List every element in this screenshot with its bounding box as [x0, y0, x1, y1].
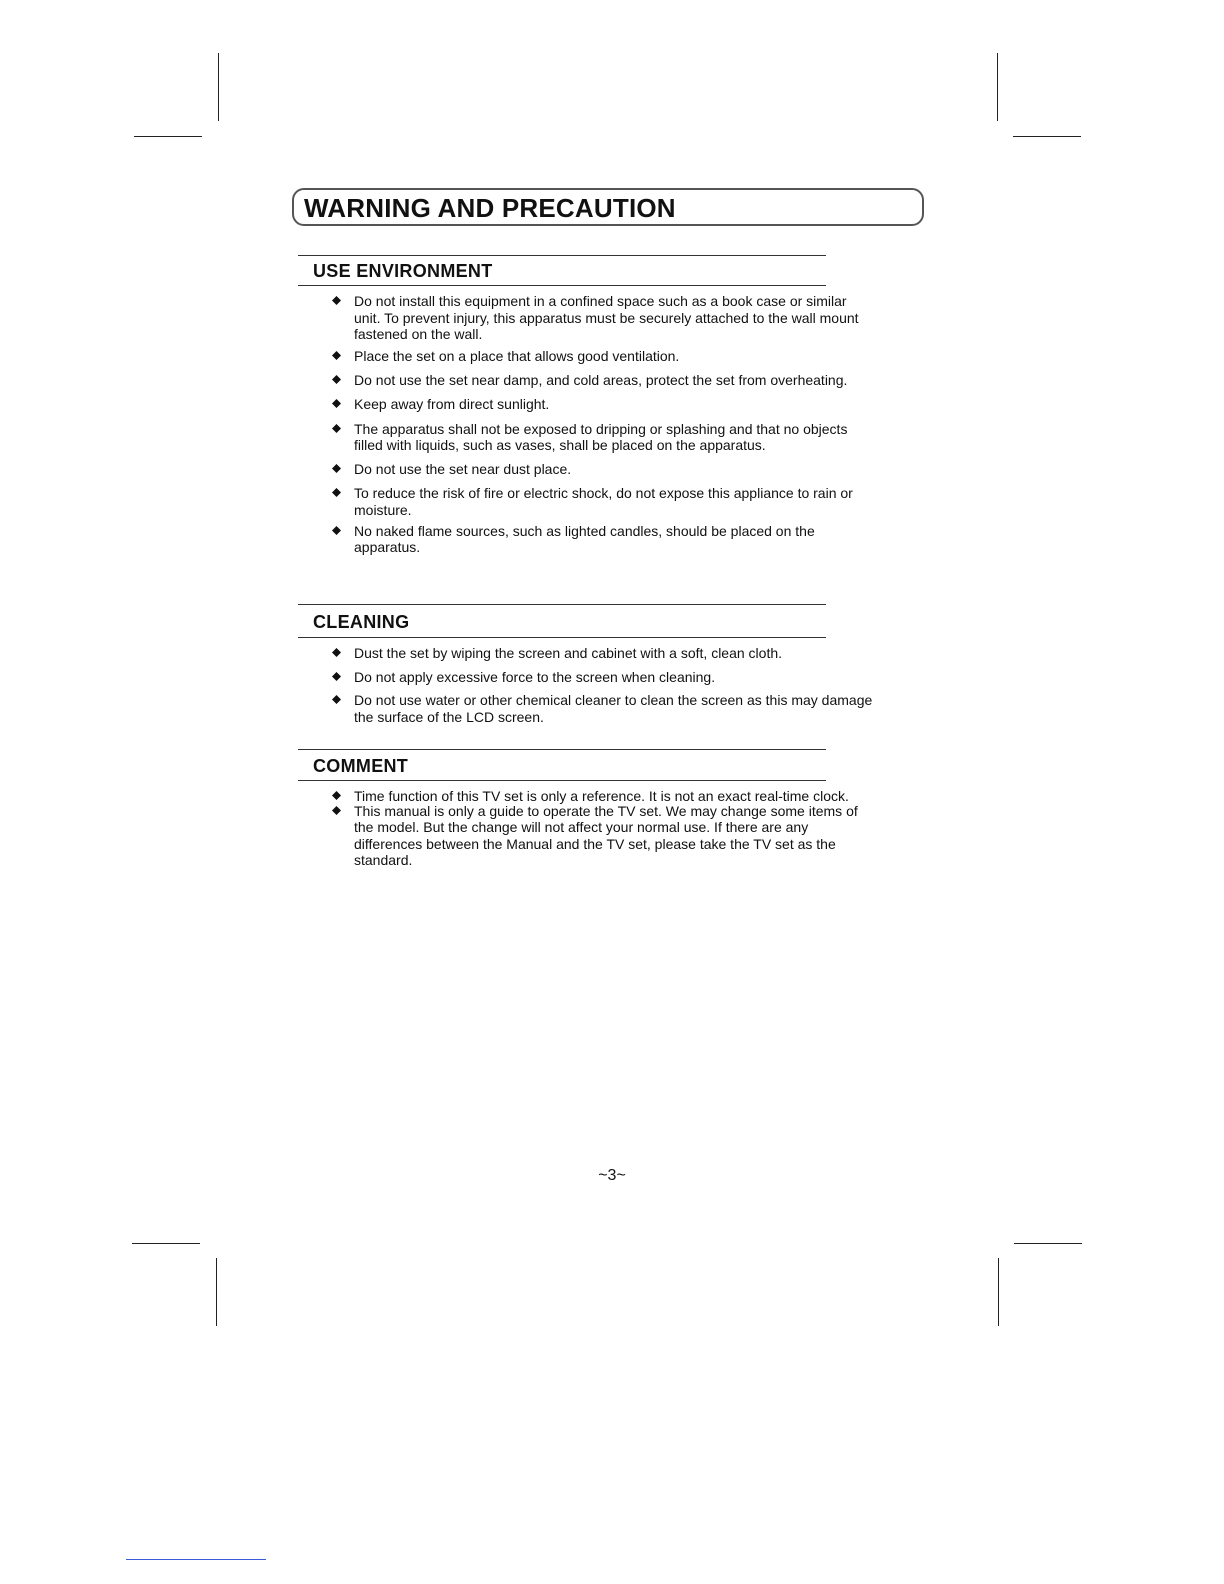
- section-heading-bar: [298, 604, 826, 638]
- list-item-text: Do not install this equipment in a confined space such as a book case or similar unit. To prevent injury, this apparatus must be securely attached to the wall mount fastened on the wall.: [354, 293, 859, 343]
- list-item: [298, 421, 874, 454]
- diamond-bullet-icon: [332, 648, 341, 657]
- footer-link-underline: [126, 1559, 266, 1560]
- section-heading-bar: [298, 749, 826, 781]
- diamond-bullet-icon: [332, 526, 341, 535]
- section-heading: USE ENVIRONMENT: [313, 261, 493, 281]
- crop-mark-top-left-horizontal: [134, 136, 202, 137]
- diamond-bullet-icon: [332, 424, 341, 433]
- crop-mark-top-left-vertical: [218, 53, 219, 121]
- bullet-list: [298, 788, 858, 869]
- diamond-bullet-icon: [332, 791, 341, 800]
- list-item-text: Do not apply excessive force to the screen when cleaning.: [354, 668, 716, 685]
- section-use-environment: [298, 255, 859, 556]
- page-title-box: [292, 188, 924, 226]
- diamond-bullet-icon: [332, 296, 341, 305]
- list-item-text: Place the set on a place that allows good ventilation.: [354, 347, 680, 364]
- diamond-bullet-icon: [332, 399, 341, 408]
- diamond-bullet-icon: [332, 464, 341, 473]
- list-item-text: Dust the set by wiping the screen and cabinet with a soft, clean cloth.: [354, 645, 783, 661]
- crop-mark-bottom-left-horizontal: [132, 1243, 200, 1244]
- diamond-bullet-icon: [332, 672, 341, 681]
- section-comment: [298, 749, 858, 869]
- list-item: [298, 372, 874, 389]
- crop-mark-bottom-right-horizontal: [1014, 1243, 1082, 1244]
- list-item-text: Do not use the set near damp, and cold areas, protect the set from overheating.: [354, 372, 848, 389]
- section-heading: COMMENT: [313, 756, 409, 776]
- list-item-text: To reduce the risk of fire or electric shock, do not expose this appliance to rain or moisture.: [354, 485, 853, 518]
- diamond-bullet-icon: [332, 695, 341, 704]
- bullet-list: [298, 645, 873, 725]
- list-item-text: This manual is only a guide to operate the TV set. We may change some items of the model. But the change will not affect your normal use. If there are any differences between the Manual and the TV set, please take the TV set as the standard.: [354, 802, 858, 869]
- list-item-text: Time function of this TV set is only a reference. It is not an exact real-time clock.: [354, 788, 849, 804]
- page-title: WARNING AND PRECAUTION: [304, 193, 676, 223]
- crop-mark-bottom-left-vertical: [216, 1258, 217, 1326]
- list-item-text: Keep away from direct sunlight.: [354, 395, 550, 412]
- page-number: ~3~: [598, 1167, 626, 1184]
- list-item: [298, 692, 874, 725]
- list-item-text: No naked flame sources, such as lighted candles, should be placed on the apparatus.: [354, 522, 815, 556]
- crop-mark-top-right-vertical: [997, 53, 998, 121]
- list-item-text: The apparatus shall not be exposed to dripping or splashing and that no objects filled with liquids, such as vases, shall be placed on the apparatus.: [354, 420, 848, 454]
- section-heading: CLEANING: [313, 612, 410, 632]
- diamond-bullet-icon: [332, 375, 341, 384]
- list-item: [298, 485, 874, 518]
- list-item: [298, 523, 874, 556]
- diamond-bullet-icon: [332, 806, 341, 815]
- bullet-list: [298, 293, 859, 556]
- diamond-bullet-icon: [332, 351, 341, 360]
- list-item: [298, 348, 874, 365]
- diamond-bullet-icon: [332, 488, 341, 497]
- list-item: [298, 669, 874, 686]
- crop-mark-bottom-right-vertical: [998, 1258, 999, 1326]
- list-item: [298, 645, 874, 662]
- section-cleaning: [298, 604, 873, 725]
- list-item: [298, 396, 874, 413]
- list-item-text: Do not use the set near dust place.: [354, 460, 572, 477]
- list-item: [298, 293, 874, 343]
- list-item: [298, 461, 874, 478]
- crop-mark-top-right-horizontal: [1013, 136, 1081, 137]
- section-heading-bar: [298, 255, 826, 286]
- list-item-text: Do not use water or other chemical cleaner to clean the screen as this may damage the surface of the LCD screen.: [354, 692, 873, 725]
- list-item: [298, 803, 874, 869]
